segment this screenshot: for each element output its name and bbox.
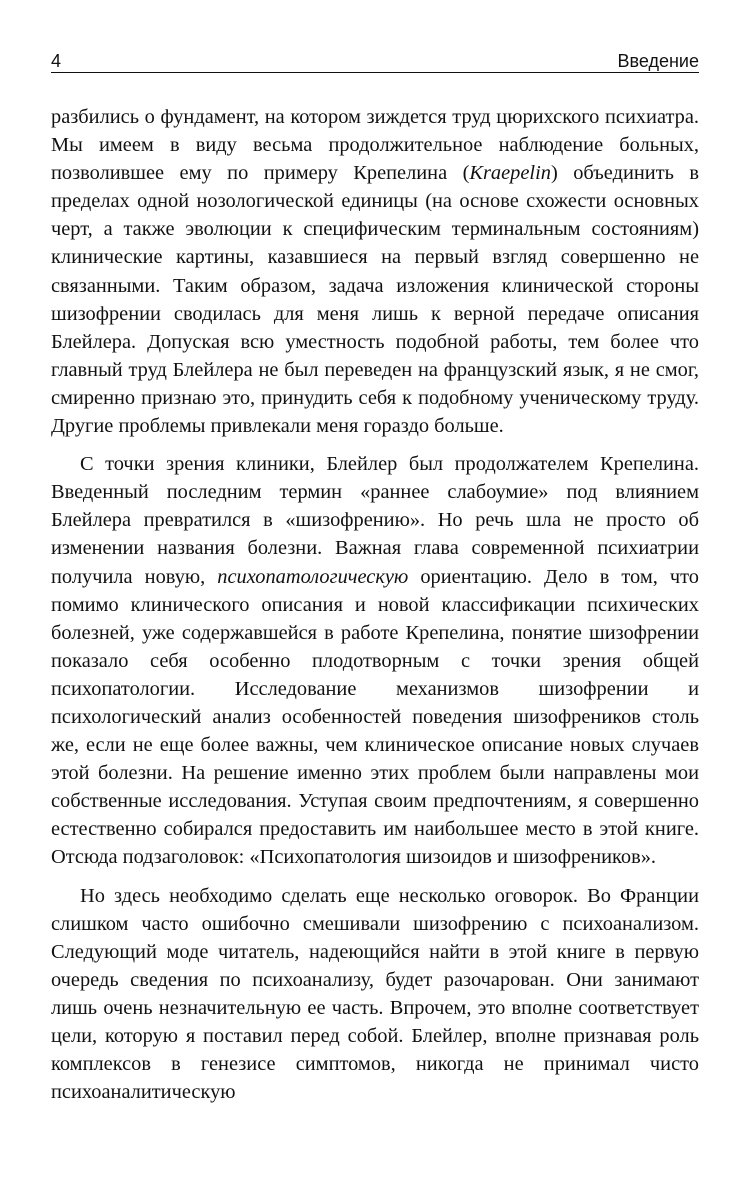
paragraph-text: ) объединить в пределах одной нозологической единицы (на основе схожести основных черт, а также эволюции к специфическим терминальным состояниям) клинические картины, казавшиеся на первый взгляд совершенно не связанными. Таким образом, задача изложения клинической стороны шизофрении сводилась для меня лишь к верной передаче описания Блейлера. Допуская всю уместность подобной работы, тем более что главный труд Блейлера не был переведен на французский язык, я не смог, смиренно признаю это, принудить себя к подобному ученическому труду. Другие проблемы привлекали меня гораздо больше. (51, 162, 699, 438)
paragraph-3 (51, 882, 699, 1107)
body-text (51, 103, 699, 1106)
paragraph-text: разбились о фундамент, на котором зиждется труд цюрихского психиатра. Мы имеем в виду весьма продолжительное наблюдение больных, позволившее ему по примеру Крепелина ( (51, 106, 699, 185)
italic-term: Kraepelin (469, 162, 551, 185)
paragraph-2 (51, 450, 699, 871)
paragraph-text: Но здесь необходимо сделать еще несколько оговорок. Во Франции слишком часто ошибочно смешивали шизофрению с психоанализом. Следующий моде читатель, надеющийся найти в этой книге в первую очередь сведения по психоанализу, будет разочарован. Они занимают лишь очень незначительную ее часть. Впрочем, это вполне соответствует цели, которую я поставил перед собой. Блейлер, вполне признавая роль комплексов в генезисе симптомов, никогда не принимал чисто психоаналитическую (51, 884, 699, 1104)
paragraph-1 (51, 103, 699, 440)
header-rule (51, 72, 699, 73)
paragraph-text: ориентацию. Дело в том, что помимо клинического описания и новой классификации психических болезней, уже содержавшейся в работе Крепелина, понятие шизофрении показало себя особенно плодотворным с точки зрения общей психопатологии. Исследование механизмов шизофрении и психологический анализ особенностей поведения шизофреников столь же, если не еще более важны, чем клиническое описание новых случаев этой болезни. На решение именно этих проблем были направлены мои собственные исследования. Уступая своим предпочтениям, я совершенно естественно собирался предоставить им наибольшее место в этой книге. Отсюда подзаголовок: «Психопатология шизоидов и шизофреников». (51, 565, 699, 869)
section-title: Введение (617, 51, 699, 71)
page-number: 4 (51, 51, 62, 71)
running-head (51, 50, 699, 74)
paragraph-text: С точки зрения клиники, Блейлер был продолжателем Крепелина. Введенный последним термин «раннее слабоумие» под влиянием Блейлера превратился в «шизофрению». Но речь шла не просто об изменении названия болезни. Важная глава современной психиатрии получила новую, (51, 453, 699, 588)
italic-term: психопатологическую (217, 565, 409, 588)
